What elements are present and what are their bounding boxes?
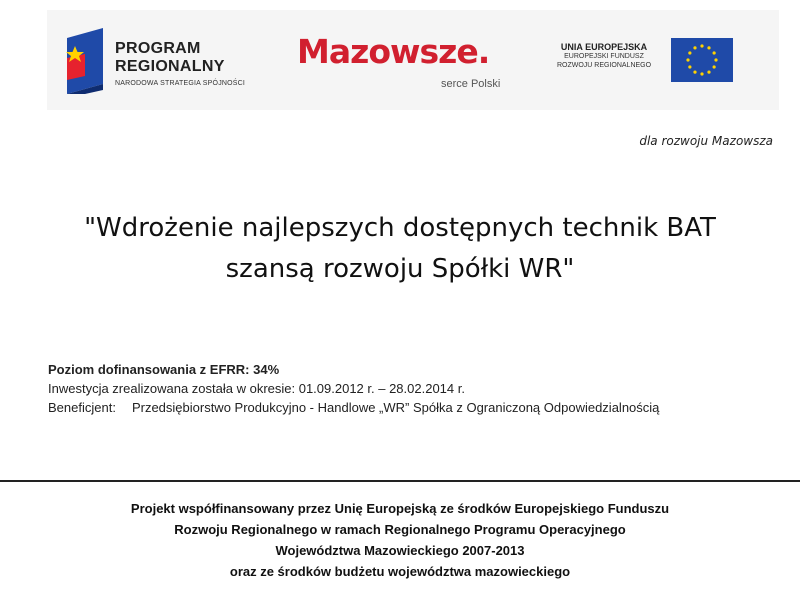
eu-star-icon [714,58,717,61]
eu-star-icon [707,71,710,74]
eu-line2: EUROPEJSKI FUNDUSZ [564,53,644,60]
eu-star-icon [693,71,696,74]
eu-star-icon [686,58,689,61]
eu-star-icon [688,65,691,68]
footer-line4: oraz ze środków budżetu województwa mazowieckiego [229,564,571,579]
tagline: dla rozwoju Mazowsza [639,134,773,148]
eu-flag-icon [671,38,733,82]
eu-star-icon [700,72,703,75]
program-regionalny-line2: REGIONALNY [115,58,225,75]
program-regionalny-flag-icon [63,28,107,94]
mazowsze-subtitle: serce Polski [441,78,501,90]
eu-line3: ROZWOJU REGIONALNEGO [556,62,652,69]
eu-star-icon [707,46,710,49]
eu-star-icon [693,46,696,49]
footer-line2: Rozwoju Regionalnego w ramach Regionalnego Programu Operacyjnego [174,522,626,537]
logo-bar [47,10,779,110]
beneficiary [48,398,659,417]
eu-star-icon [700,44,703,47]
program-regionalny-line3: NARODOWA STRATEGIA SPÓJNOŚCI [115,80,246,87]
investment-period: Inwestycja zrealizowana została w okresie: 01.09.2012 r. – 28.02.2014 r. [48,381,465,396]
funding-level: Poziom dofinansowania z EFRR: 34% [48,362,280,377]
title-line1: "Wdrożenie najlepszych dostępnych technik BAT [84,213,716,243]
eu-line1: UNIA EUROPEJSKA [560,42,648,52]
eu-star-icon [713,65,716,68]
mazowsze-logo [293,32,523,92]
project-info [48,360,659,417]
footer-line1: Projekt współfinansowany przez Unię Europejską ze środków Europejskiego Funduszu [130,501,670,516]
beneficiary-label: Beneficjent: [48,400,116,415]
footer [0,498,800,582]
program-regionalny-logo [59,28,259,96]
title-line2: szansą rozwoju Spółki WR" [225,254,575,284]
eu-star-icon [713,51,716,54]
footer-line3: Województwa Mazowieckiego 2007-2013 [275,543,525,558]
footer-divider [0,480,800,482]
page-title [0,208,800,290]
program-regionalny-line1: PROGRAM [115,40,201,57]
eu-logo [543,38,743,84]
mazowsze-wordmark: Mazowsze. [297,32,490,71]
eu-star-icon [688,51,691,54]
beneficiary-value: Przedsiębiorstwo Produkcyjno - Handlowe „WR” Spółka z Ograniczoną Odpowiedzialnością [131,400,660,415]
